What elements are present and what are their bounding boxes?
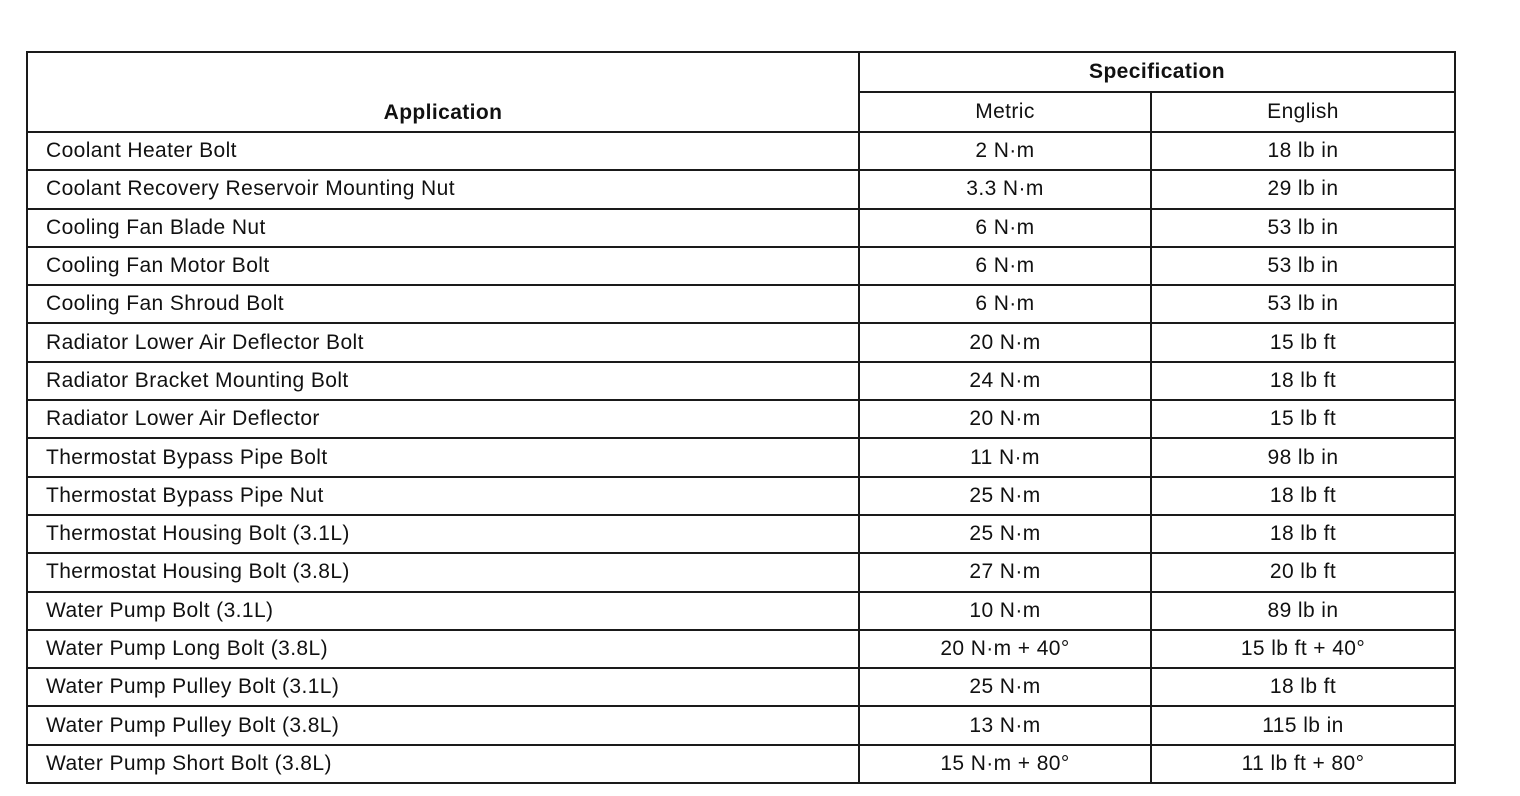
table-row [27,170,1455,208]
table-row [27,515,1455,553]
cell-english: 15 lb ft [1151,400,1455,438]
cell-application: Thermostat Bypass Pipe Nut [27,477,859,515]
table-row [27,132,1455,170]
cell-english: 18 lb ft [1151,362,1455,400]
cell-metric: 25 N·m [859,477,1151,515]
cell-english: 18 lb ft [1151,477,1455,515]
cell-metric: 10 N·m [859,592,1151,630]
table-row [27,477,1455,515]
table-row [27,362,1455,400]
cell-metric: 27 N·m [859,553,1151,591]
table-body [27,132,1455,783]
header-application: Application [27,52,859,132]
table-row [27,247,1455,285]
cell-english: 53 lb in [1151,209,1455,247]
cell-english: 15 lb ft [1151,323,1455,361]
cell-english: 20 lb ft [1151,553,1455,591]
cell-metric: 13 N·m [859,706,1151,744]
cell-english: 53 lb in [1151,285,1455,323]
table-header [27,52,1455,132]
cell-application: Water Pump Bolt (3.1L) [27,592,859,630]
cell-metric: 11 N·m [859,438,1151,476]
cell-metric: 20 N·m + 40° [859,630,1151,668]
table-row [27,553,1455,591]
cell-english: 115 lb in [1151,706,1455,744]
cell-english: 18 lb in [1151,132,1455,170]
header-specification: Specification [859,52,1455,92]
table-row [27,745,1455,783]
cell-metric: 6 N·m [859,285,1151,323]
cell-application: Cooling Fan Shroud Bolt [27,285,859,323]
cell-application: Radiator Lower Air Deflector Bolt [27,323,859,361]
header-english: English [1151,92,1455,132]
cell-metric: 24 N·m [859,362,1151,400]
cell-english: 11 lb ft + 80° [1151,745,1455,783]
table-row [27,285,1455,323]
cell-metric: 25 N·m [859,515,1151,553]
table-row [27,400,1455,438]
cell-metric: 6 N·m [859,209,1151,247]
table-row [27,668,1455,706]
cell-english: 98 lb in [1151,438,1455,476]
cell-metric: 6 N·m [859,247,1151,285]
table-row [27,323,1455,361]
table-row [27,592,1455,630]
cell-application: Water Pump Long Bolt (3.8L) [27,630,859,668]
cell-english: 89 lb in [1151,592,1455,630]
cell-metric: 25 N·m [859,668,1151,706]
cell-english: 53 lb in [1151,247,1455,285]
cell-application: Cooling Fan Motor Bolt [27,247,859,285]
table-row [27,706,1455,744]
cell-english: 18 lb ft [1151,668,1455,706]
table-row [27,438,1455,476]
cell-application: Thermostat Bypass Pipe Bolt [27,438,859,476]
cell-application: Coolant Recovery Reservoir Mounting Nut [27,170,859,208]
cell-application: Water Pump Short Bolt (3.8L) [27,745,859,783]
cell-application: Radiator Lower Air Deflector [27,400,859,438]
fastener-specification-table [26,51,1456,784]
table-row [27,209,1455,247]
cell-metric: 20 N·m [859,323,1151,361]
cell-metric: 2 N·m [859,132,1151,170]
cell-metric: 3.3 N·m [859,170,1151,208]
cell-english: 18 lb ft [1151,515,1455,553]
cell-application: Coolant Heater Bolt [27,132,859,170]
cell-application: Thermostat Housing Bolt (3.1L) [27,515,859,553]
cell-english: 15 lb ft + 40° [1151,630,1455,668]
cell-metric: 20 N·m [859,400,1151,438]
cell-metric: 15 N·m + 80° [859,745,1151,783]
table-row [27,630,1455,668]
cell-application: Water Pump Pulley Bolt (3.8L) [27,706,859,744]
cell-application: Thermostat Housing Bolt (3.8L) [27,553,859,591]
cell-application: Water Pump Pulley Bolt (3.1L) [27,668,859,706]
cell-application: Cooling Fan Blade Nut [27,209,859,247]
cell-application: Radiator Bracket Mounting Bolt [27,362,859,400]
header-metric: Metric [859,92,1151,132]
cell-english: 29 lb in [1151,170,1455,208]
